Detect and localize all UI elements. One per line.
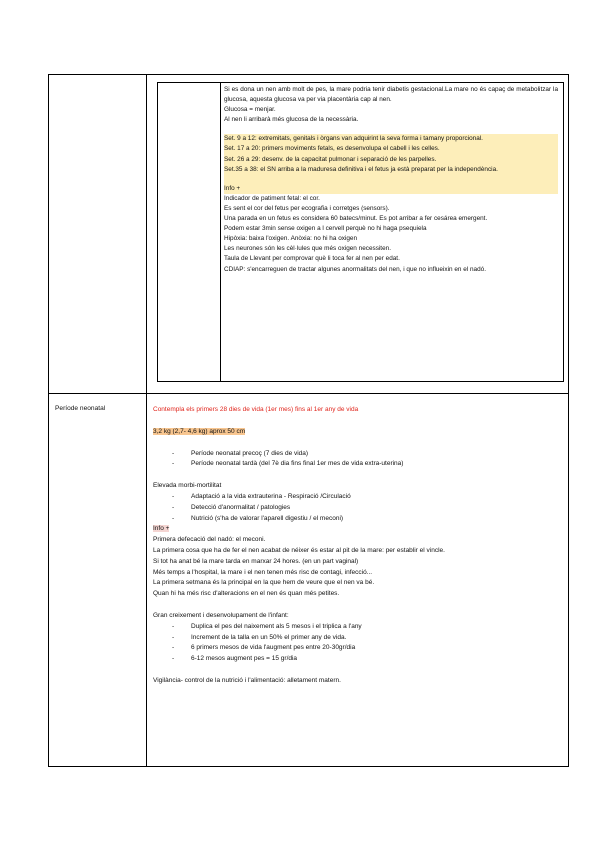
week-item: Set. 26 a 29: desenv. de la capacitat pulmonar i separació de les parpelles.	[224, 155, 437, 163]
info-line: Si tot ha anat bé la mare tarda en marxar 24 hores. (en un part vaginal)	[153, 557, 359, 565]
info-line: Les neurones són les cèl·lules que més oxigen necessiten.	[224, 245, 391, 253]
nested-table	[157, 82, 564, 382]
info-line: Taula de Llevant per comprovar què li toca fer al nen per edat.	[224, 255, 400, 263]
info-label: Info +	[153, 525, 170, 533]
list-item: - Període neonatal tardà (del 7è dia fins final 1er mes de vida extra-uterina)	[153, 459, 565, 470]
info-line: CDIAP: s'encarreguen de tractar algunes anormalitats del nen, i que no influeixin en el nadó.	[224, 265, 486, 273]
glucose-line: Glucosa = menjar.	[224, 106, 276, 114]
list-item: - 6 primers mesos de vida l'augment pes entre 20-30gr/dia	[153, 643, 565, 654]
info-line: Primera defecació del nadó: el meconi.	[153, 536, 266, 544]
weight-highlight: 3,2 kg (2,7- 4,6 kg) aprox 50 cm	[153, 427, 246, 435]
info-label: Info +	[224, 184, 241, 192]
info-line: Indicador de patiment fetal: el cor.	[224, 194, 320, 202]
weeks-block	[224, 134, 558, 193]
neonatal-content	[153, 405, 565, 687]
diabetes-paragraph: Si es dona un nen amb molt de pes, la mare podria tenir diabetis gestacional.La mare no és capaç de metabolitzar la glucosa, aquesta glucosa va per via placentària cap al nen.	[224, 86, 558, 104]
vigilance-line: Vigilància- control de la nutrició i l'alimentació: alletament matern.	[153, 676, 341, 684]
section-label-neonatal: Període neonatal	[55, 405, 106, 412]
info-line: Quan hi ha més risc d'alteracions en el nen és quan més petites.	[153, 590, 340, 598]
info-line: Una parada en un fetus es considera 60 batecs/minut. Es pot arribar a fer cesárea emergent.	[224, 215, 488, 223]
info-line: La primera setmana és la principal en la que hem de veure que el nen va bé.	[153, 579, 375, 587]
nested-cell-text	[224, 85, 558, 275]
list-item: - Duplica el pes del naixement als 5 mesos i el triplica a l'any	[153, 622, 565, 633]
week-item: Set. 17 a 20: primers moviments fetals, es desenvolupa el cabell i les celles.	[224, 145, 440, 153]
list-item: - Detecció d'anormalitat / patologies	[153, 503, 565, 514]
info-line: Més temps a l'hospital, la mare i el nen tenen més risc de contagi, infecció...	[153, 568, 373, 576]
info-line: Es sent el cor del fetus per ecografia i corretges (sensors).	[224, 204, 390, 212]
list-item: - Període neonatal precoç (7 dies de vida)	[153, 449, 565, 460]
column-divider	[146, 75, 147, 766]
morbidity-list	[153, 492, 565, 524]
morbidity-title: Elevada morbi-mortilitat	[153, 482, 222, 490]
info-line: Podem estar 3min sense oxigen a l cervell perquè no hi haga psequiela	[224, 225, 427, 233]
list-item: - Nutrició (s'ha de valorar l'aparell digestiu / el meconi)	[153, 514, 565, 525]
list-item: - Increment de la talla en un 50% el primer any de vida.	[153, 633, 565, 644]
row-divider	[49, 393, 568, 394]
week-item: Set.35 a 38: el SN arriba a la maduresa definitiva i el fetus ja està preparat per la independència.	[224, 165, 498, 173]
neonatal-heading: Contempla els primers 28 dies de vida (1er mes) fins al 1er any de vida	[153, 406, 359, 413]
week-item: Set. 9 a 12: extremitats, genitals i òrgans van adquirint la seva forma i tamany proporcional.	[224, 135, 483, 143]
document-table	[48, 74, 569, 767]
growth-title: Gran creixement i desenvolupament de l'infant:	[153, 611, 289, 619]
growth-list	[153, 622, 565, 665]
list-item: - Adaptació a la vida extrauterina - Respiració /Circulació	[153, 492, 565, 503]
glucose-excess-line: Al nen li arribarà més glucosa de la necessària.	[224, 116, 359, 124]
list-item: - 6-12 mesos augment pes = 15 gr/dia	[153, 654, 565, 665]
info-line: La primera cosa que ha de fer el nen acabat de néixer és estar al pit de la mare: per establir el vincle.	[153, 546, 445, 554]
info-line: Hipòxia: baixa l'oxigen. Anòxia: no hi ha oxigen	[224, 235, 358, 243]
nested-column-divider	[220, 83, 221, 381]
period-list	[153, 449, 565, 471]
